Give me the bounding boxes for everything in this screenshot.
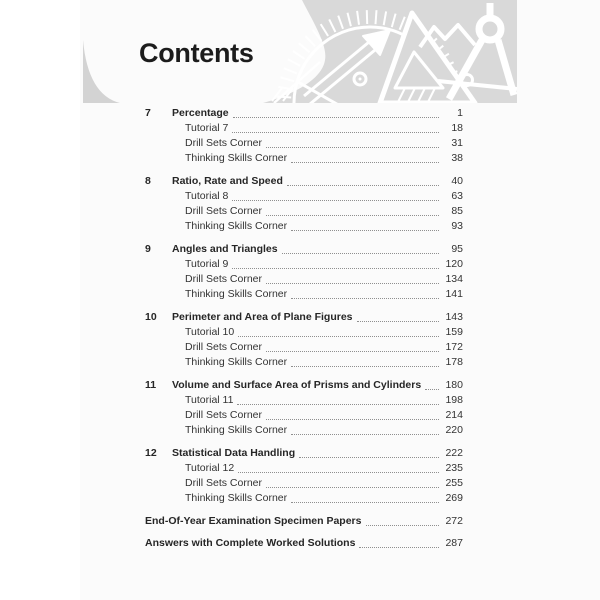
toc-chapter-row [145, 310, 463, 325]
dot-leader [282, 252, 439, 254]
toc-section [145, 242, 463, 302]
toc-item-row [145, 257, 463, 272]
toc-item-row [145, 204, 463, 219]
entry-title: Statistical Data Handling [172, 447, 296, 459]
entry-title: End-Of-Year Examination Specimen Papers [145, 515, 362, 527]
dot-leader [266, 146, 439, 148]
dot-leader [266, 418, 439, 420]
dot-leader [266, 486, 439, 488]
entry-title: Angles and Triangles [172, 243, 278, 255]
dot-leader [359, 546, 439, 548]
protractor-tick [299, 43, 310, 52]
chapter-number: 12 [145, 447, 157, 459]
dot-leader [266, 214, 439, 216]
chapter-number: 10 [145, 311, 157, 323]
entry-label: Thinking Skills Corner [185, 288, 288, 300]
toc-item-row [145, 325, 463, 340]
dot-leader [291, 365, 439, 367]
dot-leader [366, 524, 440, 526]
dot-leader [291, 433, 439, 435]
page-number: 38 [451, 152, 463, 164]
dot-leader [291, 501, 439, 503]
page-number: 220 [445, 424, 463, 436]
toc-chapter-row [145, 242, 463, 257]
entry-label: Tutorial 10 [185, 326, 235, 338]
entry-label: Tutorial 11 [185, 394, 234, 406]
page-number: 159 [445, 326, 463, 338]
toc-item-row [145, 408, 463, 423]
page-number: 120 [445, 258, 463, 270]
entry-label: Thinking Skills Corner [185, 356, 288, 368]
entry-label: Drill Sets Corner [185, 205, 263, 217]
toc-item-row [145, 272, 463, 287]
toc-extra-row [145, 514, 463, 529]
dot-leader [238, 471, 439, 473]
dot-leader [291, 297, 439, 299]
protractor-tick [305, 36, 315, 46]
page-number: 255 [445, 477, 463, 489]
toc-section [145, 174, 463, 234]
dot-leader [232, 199, 439, 201]
entry-label: Tutorial 8 [185, 190, 229, 202]
dot-leader [238, 335, 439, 337]
entry-title: Percentage [172, 107, 229, 119]
entry-label: Drill Sets Corner [185, 273, 263, 285]
dot-leader [266, 350, 439, 352]
page-title: Contents [139, 38, 254, 68]
toc-item-row [145, 393, 463, 408]
entry-label: Drill Sets Corner [185, 137, 263, 149]
toc-section [145, 310, 463, 370]
chapter-number: 8 [145, 175, 151, 187]
toc-item-row [145, 461, 463, 476]
chapter-number: 9 [145, 243, 151, 255]
toc-chapter-row [145, 378, 463, 393]
page-number: 178 [445, 356, 463, 368]
toc-item-row [145, 423, 463, 438]
protractor-tick [281, 77, 295, 81]
page-number: 141 [445, 288, 463, 300]
entry-label: Tutorial 7 [185, 122, 229, 134]
page-number: 180 [445, 379, 463, 391]
dot-leader [233, 116, 439, 118]
dot-leader [291, 161, 439, 163]
entry-label: Tutorial 12 [185, 462, 235, 474]
page-number: 40 [451, 175, 463, 187]
entry-label: Thinking Skills Corner [185, 152, 288, 164]
page-number: 93 [451, 220, 463, 232]
entry-label: Tutorial 9 [185, 258, 229, 270]
toc-item-row [145, 219, 463, 234]
toc-section [145, 378, 463, 438]
toc-item-row [145, 340, 463, 355]
page-number: 214 [445, 409, 463, 421]
page-number: 95 [451, 243, 463, 255]
dot-leader [237, 403, 439, 405]
page-number: 63 [451, 190, 463, 202]
toc-item-row [145, 355, 463, 370]
geometry-tools-illustration [262, 0, 517, 103]
toc-item-row [145, 151, 463, 166]
page-number: 1 [457, 107, 463, 119]
toc-extra-row [145, 536, 463, 551]
entry-label: Drill Sets Corner [185, 477, 263, 489]
entry-title: Answers with Complete Worked Solutions [145, 537, 356, 549]
page-number: 143 [445, 311, 463, 323]
entry-title: Perimeter and Area of Plane Figures [172, 311, 353, 323]
chapter-number: 7 [145, 107, 151, 119]
entry-label: Drill Sets Corner [185, 409, 263, 421]
dot-leader [425, 388, 439, 390]
page-number: 269 [445, 492, 463, 504]
toc-item-row [145, 121, 463, 136]
dot-leader [299, 456, 439, 458]
entry-label: Drill Sets Corner [185, 341, 263, 353]
protractor-tick [284, 68, 297, 73]
dot-leader [232, 131, 439, 133]
page-number: 85 [451, 205, 463, 217]
toc-section [145, 106, 463, 166]
entry-title: Volume and Surface Area of Prisms and Cylinders [172, 379, 422, 391]
page-number: 18 [451, 122, 463, 134]
entry-label: Thinking Skills Corner [185, 220, 288, 232]
toc-section [145, 446, 463, 506]
page-number: 172 [445, 341, 463, 353]
dot-leader [357, 320, 439, 322]
page-number: 198 [445, 394, 463, 406]
dot-leader [291, 229, 439, 231]
entry-label: Thinking Skills Corner [185, 424, 288, 436]
page-number: 31 [451, 137, 463, 149]
toc-chapter-row [145, 446, 463, 461]
page-number: 222 [445, 447, 463, 459]
toc-item-row [145, 287, 463, 302]
page-number: 235 [445, 462, 463, 474]
toc-item-row [145, 136, 463, 151]
entry-title: Ratio, Rate and Speed [172, 175, 283, 187]
protractor-tick [288, 59, 300, 66]
page-number: 287 [445, 537, 463, 549]
corner-accent-shape [80, 38, 120, 104]
dot-leader [287, 184, 439, 186]
toc-chapter-row [145, 106, 463, 121]
page-number: 134 [445, 273, 463, 285]
protractor-tick [293, 51, 305, 59]
page-number: 272 [445, 515, 463, 527]
table-of-contents [145, 106, 463, 551]
toc-item-row [145, 491, 463, 506]
protractor-tick [376, 10, 377, 24]
entry-label: Thinking Skills Corner [185, 492, 288, 504]
chapter-number: 11 [145, 379, 157, 391]
toc-item-row [145, 189, 463, 204]
toc-chapter-row [145, 174, 463, 189]
dot-leader [232, 267, 439, 269]
dot-leader [266, 282, 439, 284]
toc-item-row [145, 476, 463, 491]
